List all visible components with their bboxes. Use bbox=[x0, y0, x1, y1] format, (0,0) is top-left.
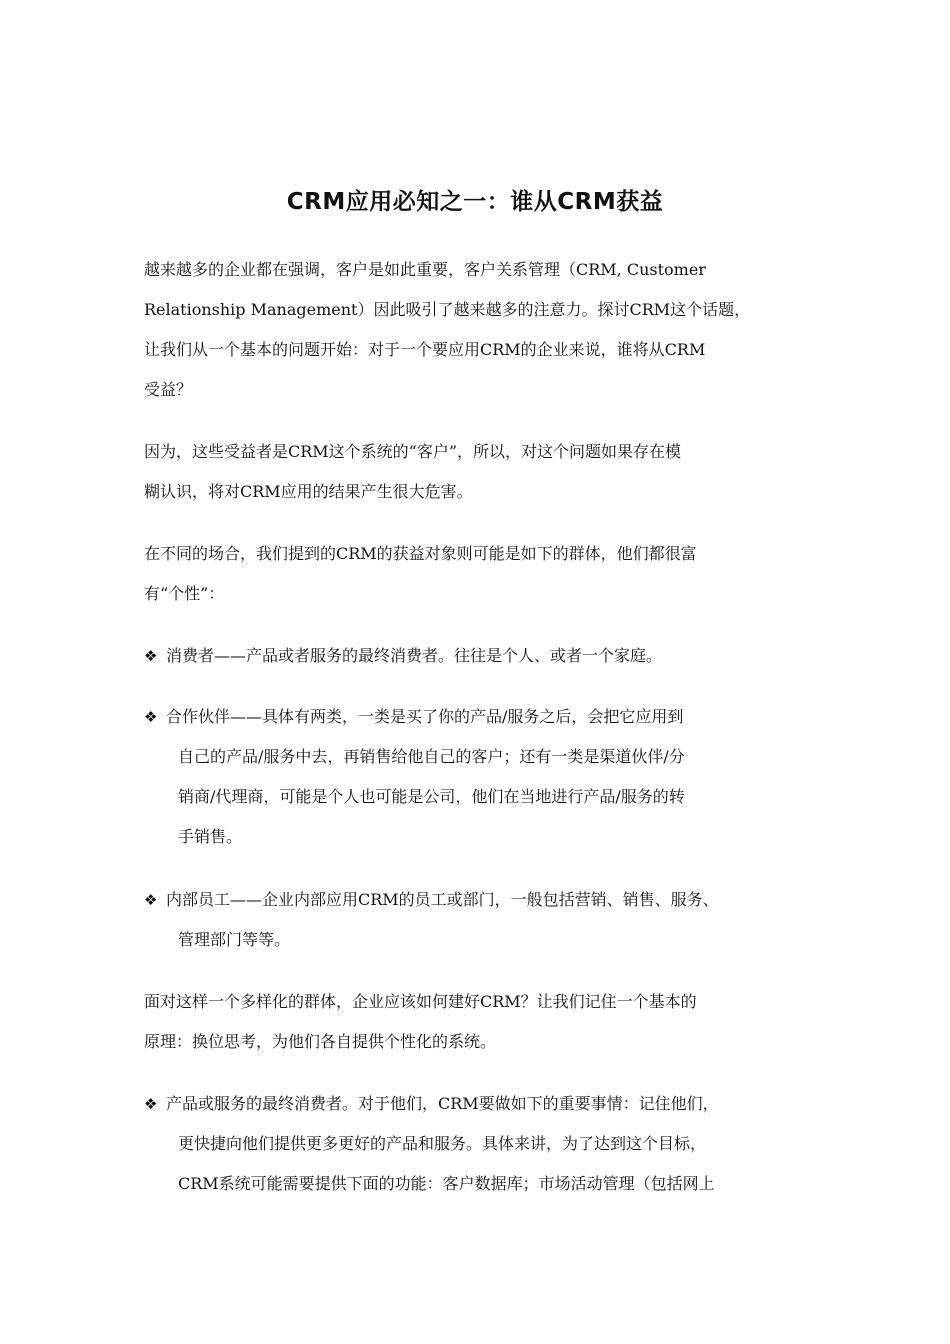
text-line: 越来越多的企业都在强调，客户是如此重要，客户关系管理（CRM, Customer bbox=[144, 260, 706, 279]
bullet-text: 内部员工——企业内部应用CRM的员工或部门，一般包括营销、销售、服务、 bbox=[166, 890, 719, 909]
text-line: 在不同的场合，我们提到的CRM的获益对象则可能是如下的群体，他们都很富 bbox=[144, 544, 697, 563]
bullet-partners bbox=[144, 697, 824, 857]
bullet-end-consumers bbox=[144, 1084, 824, 1204]
paragraph-intro bbox=[144, 250, 824, 410]
paragraph-groups bbox=[144, 534, 824, 614]
bullet-icon: ❖ bbox=[144, 708, 158, 726]
bullet-text: 产品或服务的最终消费者。对于他们，CRM要做如下的重要事情：记住他们， bbox=[166, 1094, 719, 1113]
text-line: 原理：换位思考，为他们各自提供个性化的系统。 bbox=[144, 1032, 497, 1051]
text-line: 有“个性”： bbox=[144, 584, 225, 603]
bullet-text: 合作伙伴——具体有两类，一类是买了你的产品/服务之后，会把它应用到 bbox=[166, 707, 684, 726]
paragraph-principle bbox=[144, 982, 824, 1062]
bullet-icon: ❖ bbox=[144, 891, 158, 909]
text-line: 自己的产品/服务中去，再销售给他自己的客户；还有一类是渠道伙伴/分 bbox=[178, 747, 685, 766]
list-item bbox=[144, 1084, 824, 1124]
text-line: CRM系统可能需要提供下面的功能：客户数据库；市场活动管理（包括网上 bbox=[178, 1174, 715, 1193]
list-item bbox=[144, 880, 824, 920]
text-line: 手销售。 bbox=[178, 827, 243, 846]
text-line: 糊认识，将对CRM应用的结果产生很大危害。 bbox=[144, 482, 473, 501]
bullet-icon: ❖ bbox=[144, 647, 158, 665]
bullet-icon: ❖ bbox=[144, 1095, 158, 1113]
text-line: 受益？ bbox=[144, 380, 193, 399]
document-title: CRM应用必知之一：谁从CRM获益 bbox=[286, 189, 664, 215]
bullet-employees bbox=[144, 880, 824, 960]
list-item bbox=[144, 636, 824, 676]
paragraph-beneficiaries bbox=[144, 432, 824, 512]
list-item bbox=[144, 697, 824, 737]
text-line: 面对这样一个多样化的群体，企业应该如何建好CRM？让我们记住一个基本的 bbox=[144, 992, 697, 1011]
text-line: 因为，这些受益者是CRM这个系统的“客户”，所以，对这个问题如果存在模 bbox=[144, 442, 682, 461]
bullet-consumers bbox=[144, 636, 824, 676]
text-line: 销商/代理商，可能是个人也可能是公司，他们在当地进行产品/服务的转 bbox=[178, 787, 685, 806]
text-line: 管理部门等等。 bbox=[178, 930, 291, 949]
text-line: 让我们从一个基本的问题开始：对于一个要应用CRM的企业来说，谁将从CRM bbox=[144, 340, 706, 359]
bullet-text: 消费者——产品或者服务的最终消费者。往往是个人、或者一个家庭。 bbox=[166, 646, 663, 665]
text-line: 更快捷向他们提供更多更好的产品和服务。具体来讲，为了达到这个目标， bbox=[178, 1134, 707, 1153]
text-line: Relationship Management）因此吸引了越来越多的注意力。探讨CRM这个话题， bbox=[144, 300, 751, 319]
